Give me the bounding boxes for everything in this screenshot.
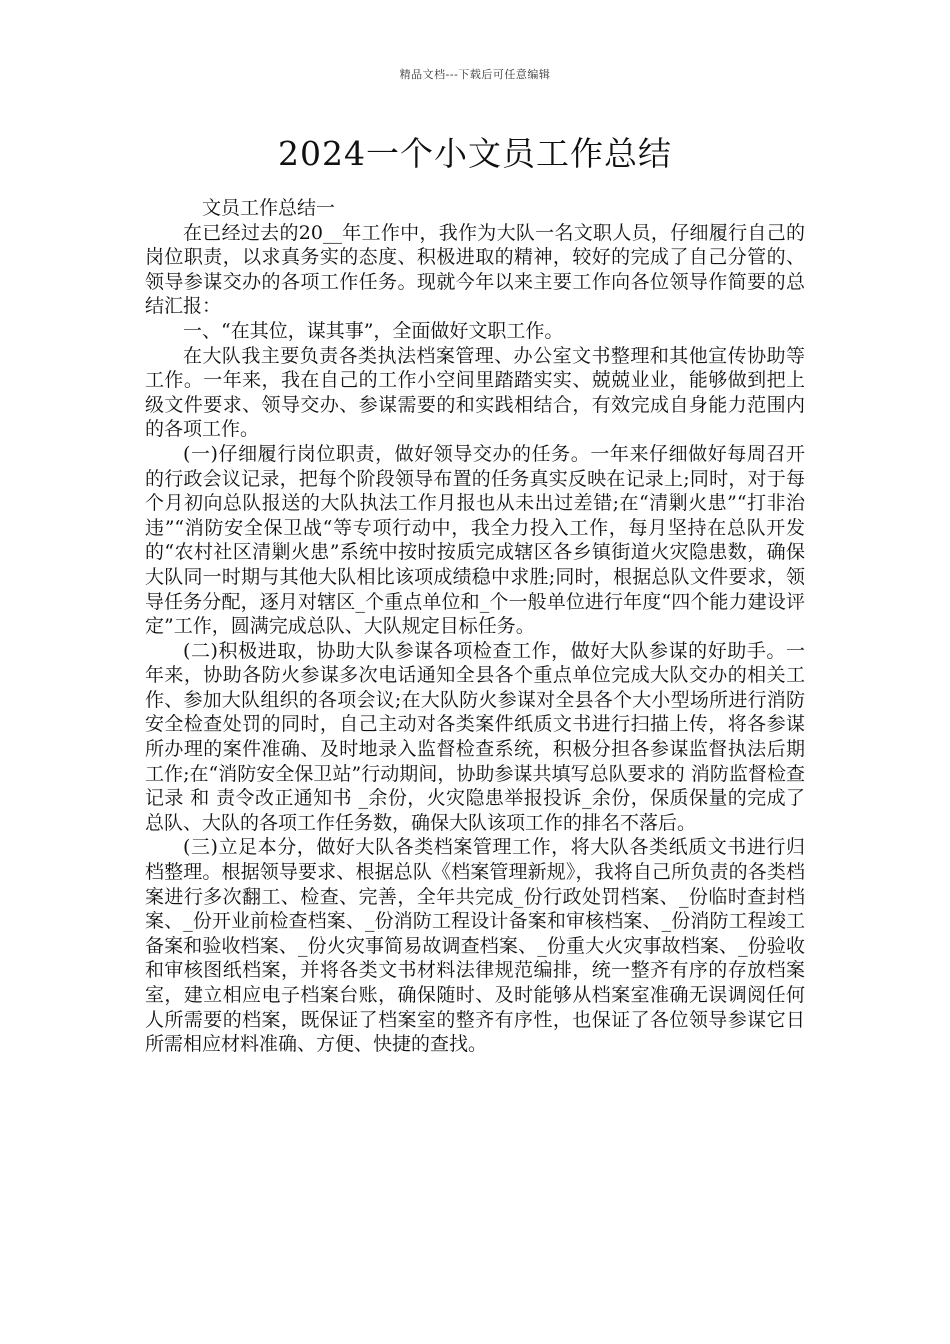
document-body (145, 196, 805, 1057)
header-note: 精品文档---下载后可任意编辑 (399, 68, 551, 81)
paragraph-intro: 在已经过去的20__年工作中，我作为大队一名文职人员，仔细履行自己的岗位职责，以求真务实的态度、积极进取的精神，较好的完成了自己分管的、领导参谋交办的各项工作任务。现就今年以来主要工作向各位领导作简要的总结汇报： (145, 221, 805, 318)
document-title: 2024一个小文员工作总结 (278, 134, 672, 173)
paragraph-item-1: (一)仔细履行岗位职责，做好领导交办的任务。一年来仔细做好每周召开的行政会议记录，把每个阶段领导布置的任务真实反映在记录上;同时，对于每个月初向总队报送的大队执法工作月报也从未出过差错;在“清剿火患”“打非治违”“消防安全保卫战“等专项行动中，我全力投入工作，每月坚持在总队开发的“农村社区清剿火患”系统中按时按质完成辖区各乡镇街道火灾隐患数，确保大队同一时期与其他大队相比该项成绩稳中求胜;同时，根据总队文件要求，领导任务分配，逐月对辖区_个重点单位和_个一般单位进行年度“四个能力建设评定”工作，圆满完成总队、大队规定目标任务。 (145, 442, 805, 638)
section-heading-1: 一、“在其位，谋其事”，全面做好文职工作。 (183, 319, 564, 342)
paragraph-duties: 在大队我主要负责各类执法档案管理、办公室文书整理和其他宣传协助等工作。一年来，我在自己的工作小空间里踏踏实实、兢兢业业，能够做到把上级文件要求、领导交办、参谋需要的和实践相结合，有效完成自身能力范围内的各项工作。 (145, 344, 805, 441)
paragraph-item-2: (二)积极进取，协助大队参谋各项检查工作，做好大队参谋的好助手。一年来，协助各防火参谋多次电话通知全县各个重点单位完成大队交办的相关工作、参加大队组织的各项会议;在大队防火参谋对全县各个大小型场所进行消防安全检查处罚的同时，自己主动对各类案件纸质文书进行扫描上传，将各参谋所办理的案件准确、及时地录入监督检查系统，积极分担各参谋监督执法后期工作;在“消防安全保卫站”行动期间，协助参谋共填写总队要求的 消防监督检查记录 和 责令改正通知书 _余份，火灾隐患举报投诉_余份，保质保量的完成了总队、大队的各项工作任务数，确保大队该项工作的排名不落后。 (145, 639, 805, 834)
paragraph-item-3: (三)立足本分，做好大队各类档案管理工作，将大队各类纸质文书进行归档整理。根据领导要求、根据总队《档案管理新规》，我将自己所负责的各类档案进行多次翻工、检查、完善，全年共完成_份行政处罚档案、_份临时查封档案、_份开业前检查档案、_份消防工程设计备案和审核档案、_份消防工程竣工备案和验收档案、_份火灾事简易故调查档案、_份重大火灾事故档案、_份验收和审核图纸档案，并将各类文书材料法律规范编排，统一整齐有序的存放档案室，建立相应电子档案台账，确保随时、及时能够从档案室准确无误调阅任何人所需要的档案，既保证了档案室的整齐有序性，也保证了各位领导参谋它日所需相应材料准确、方便、快捷的查找。 (145, 836, 805, 1056)
section-heading: 文员工作总结一 (202, 197, 336, 219)
